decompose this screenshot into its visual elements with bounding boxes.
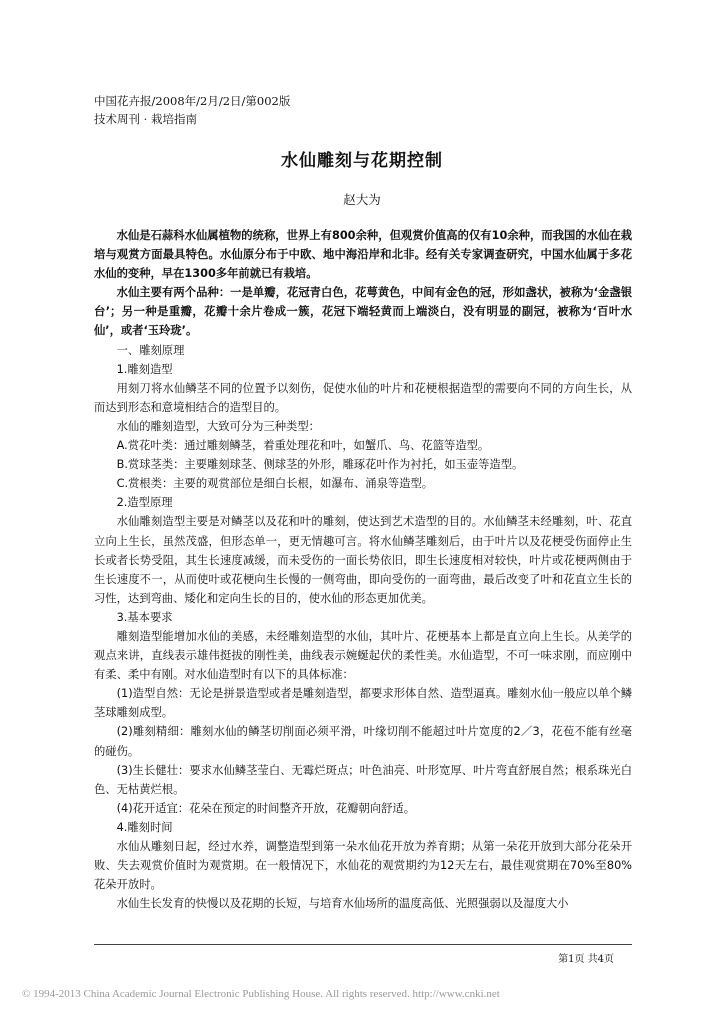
section-heading: 一、雕刻原理 [116, 343, 185, 357]
paragraph: 水仙从雕刻日起，经过水养，调整造型到第一朵水仙花开放为养育期；从第一朵花开放到大部分花朵开败、失去观赏价值时为观赏期。在一般情况下，水仙花的观赏期约为12天左右，最佳观赏期在70%至80%花朵开放时。 [94, 840, 632, 892]
list-item: (3)生长健壮：要求水仙鳞茎莹白、无霉烂斑点；叶色油亮、叶形宽厚、叶片弯直舒展自然；根系珠光白色、无枯黄烂根。 [94, 763, 632, 796]
section-line: 技术周刊 · 栽培指南 [94, 112, 197, 126]
subsection-heading: 3.基本要求 [116, 610, 173, 624]
paragraph: 雕刻造型能增加水仙的美感，未经雕刻造型的水仙，其叶片、花梗基本上都是直立向上生长。从美学的观点来讲，直线表示雄伟挺拔的刚性美，曲线表示婉蜒起伏的柔性美。水仙造型，不可一味求刚，而应刚中有柔、柔中有刚。对水仙造型时有以下的具体标准： [94, 629, 632, 682]
list-item: (4)花开适宜：花朵在预定的时间整齐开放，花瓣朝向舒适。 [116, 801, 416, 815]
paragraph: 水仙是石蒜科水仙属植物的统称，世界上有800余种，但观赏价值高的仅有10余种，而我国的水仙在栽培与观赏方面最具特色。水仙原分布于中欧、地中海沿岸和北非。经有关专家调查研究，中国水仙属于多花水仙的变种，早在1300多年前就已有栽培。 [94, 229, 632, 281]
page-number: 第1页 共4页 [558, 954, 614, 965]
list-item: B.赏球茎类：主要雕刻球茎、侧球茎的外形，雕琢花叶作为衬托，如玉壶等造型。 [116, 458, 524, 472]
paragraph: 水仙的雕刻造型，大致可分为三种类型： [116, 419, 320, 433]
list-item: (2)雕刻精细：雕刻水仙的鳞茎切削面必须平滑，叶缘切削不能超过叶片宽度的2／3，花苞不能有丝毫的碰伤。 [94, 725, 632, 758]
source-line: 中国花卉报/2008年/2月/2日/第002版 [94, 94, 291, 108]
list-item: (1)造型自然：无论是拼景造型或者是雕刻造型，都要求形体自然、造型逼真。雕刻水仙一般应以单个鳞茎球雕刻成型。 [94, 687, 632, 720]
copyright-watermark: © 1994-2013 China Academic Journal Electronic Publishing House. All rights reserved. http://www.cnki.net [22, 988, 500, 1000]
subsection-heading: 1.雕刻造型 [116, 362, 173, 376]
paragraph: 水仙生长发育的快慢以及花期的长短，与培育水仙场所的温度高低、光照强弱以及湿度大小 [116, 897, 569, 911]
article-author: 赵大为 [343, 192, 381, 207]
list-item: A.赏花叶类：通过雕刻鳞茎，着重处理花和叶，如蟹爪、鸟、花篮等造型。 [116, 439, 490, 453]
subsection-heading: 4.雕刻时间 [116, 820, 173, 834]
paragraph: 用刻刀将水仙鳞茎不同的位置予以刻伤，促使水仙的叶片和花梗根据造型的需要向不同的方向生长，从而达到形态和意境相结合的造型目的。 [94, 381, 632, 414]
article-body [94, 226, 632, 913]
footer-divider [94, 944, 632, 945]
subsection-heading: 2.造型原理 [116, 496, 173, 510]
paragraph: 水仙主要有两个品种：一是单瓣，花冠青白色，花萼黄色，中间有金色的冠，形如盏状，被称为‘金盏银台’；另一种是重瓣，花瓣十余片卷成一簇，花冠下端轻黄而上端淡白，没有明显的副冠，被称为‘百叶水仙’，或者‘玉玲珑’。 [94, 286, 632, 338]
publication-header [94, 92, 290, 128]
list-item: C.赏根类：主要的观赏部位是细白长根，如瀑布、涌泉等造型。 [116, 477, 434, 491]
article-title: 水仙雕刻与花期控制 [281, 151, 443, 171]
paragraph: 水仙雕刻造型主要是对鳞茎以及花和叶的雕刻，使达到艺术造型的目的。水仙鳞茎未经雕刻，叶、花直立向上生长，虽然茂盛，但形态单一，更无情趣可言。将水仙鳞茎雕刻后，由于叶片以及花梗受伤面停止生长或者长势受阻，其生长速度减缓，而未受伤的一面长势依旧，即生长速度相对较快，叶片或花梗两侧由于生长速度不一，从而使叶或花梗向生长慢的一侧弯曲，即向受伤的一面弯曲，最后改变了叶和花直立生长的习性，达到弯曲、矮化和定向生长的目的，使水仙的形态更加优美。 [94, 515, 632, 605]
